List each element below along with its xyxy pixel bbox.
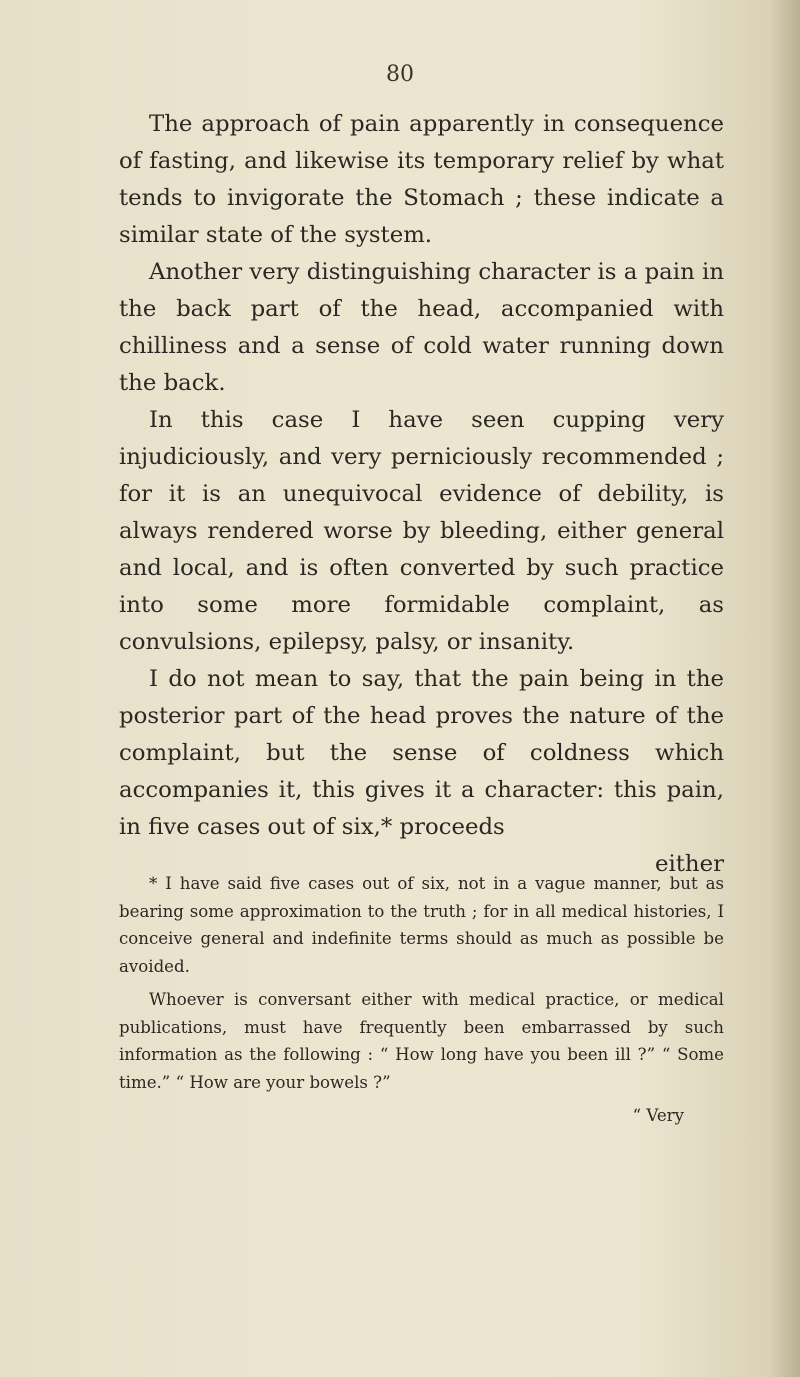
main-text — [119, 106, 724, 883]
footnotes — [119, 870, 724, 1136]
footnote-whoever: Whoever is conversant either with medical practice, or medical publications, must have frequently been embarrassed by such information as the following : “ How long have you been ill ?” “ Some time.” “ How are your bowels ?” — [119, 990, 724, 1092]
paragraph-head-pain: Another very distinguishing character is a pain in the back part of the head, accompanied with chilliness and a sense of cold water running down the back. — [119, 259, 724, 396]
catchword: either — [654, 851, 724, 877]
footnote-five-cases: * I have said five cases out of six, not in a vague manner, but as bearing some approximation to the truth ; for in all medical histories, I conceive general and indefinite terms should as much as possible be avoided. — [119, 874, 724, 976]
paragraph-cupping: In this case I have seen cupping very injudiciously, and very perniciously recommended ; for it is an unequivocal evidence of debility, is always rendered worse by bleeding, either general and local, and is often converted by such practice into some more formidable complaint, as convulsions, epilepsy, palsy, or insanity. — [119, 407, 724, 655]
paragraph-fasting: The approach of pain apparently in consequence of fasting, and likewise its temporary relief by what tends to invigorate the Stomach ; these indicate a similar state of the system. — [119, 111, 724, 248]
paragraph-coldness: I do not mean to say, that the pain being in the posterior part of the head proves the nature of the complaint, but the sense of coldness which accompanies it, this gives it a character: this pain, in five cases out of six,* proceeds — [119, 666, 724, 840]
footnote-catchword: “ Very — [632, 1106, 684, 1125]
page-edge-shadow — [770, 0, 800, 1377]
page-number: 80 — [386, 62, 414, 87]
